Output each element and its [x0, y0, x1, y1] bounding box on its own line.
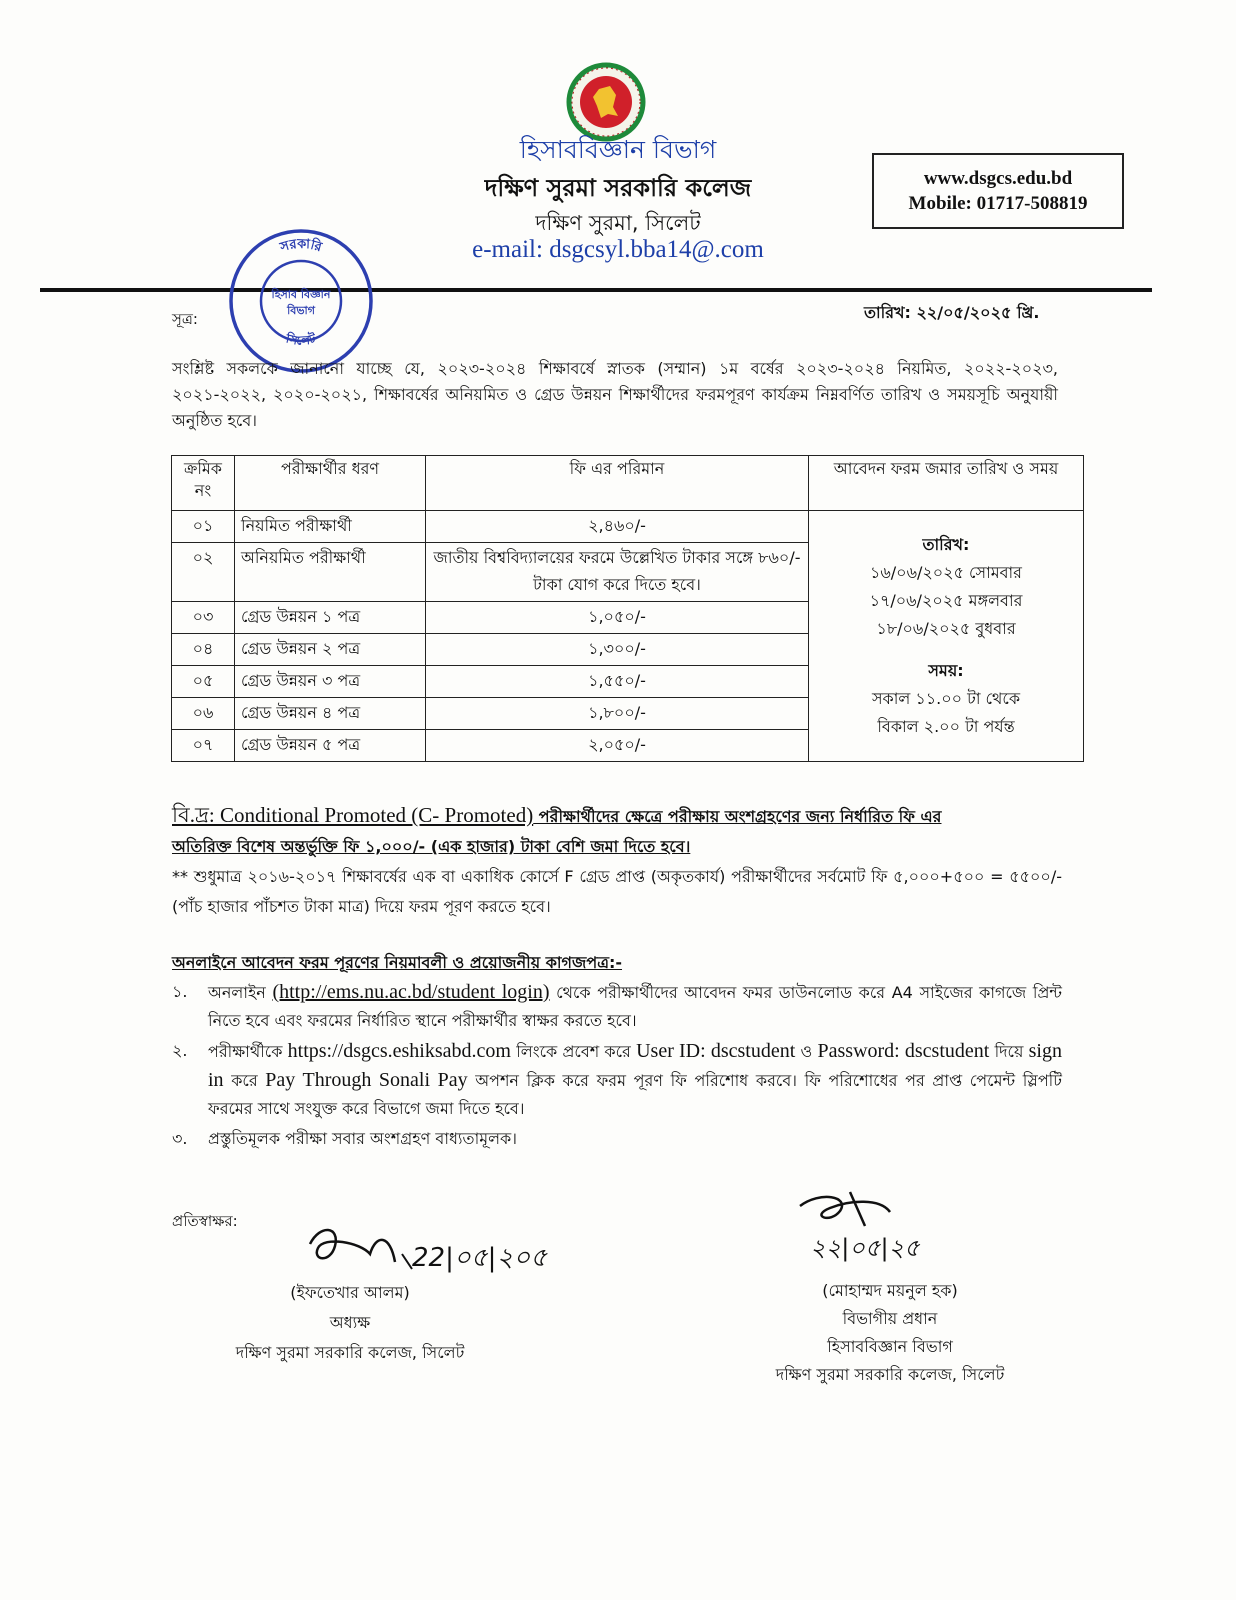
password-text: Password: dscstudent: [817, 1040, 990, 1062]
header-candidate-type: পরীক্ষার্থীর ধরণ: [235, 456, 426, 511]
rule-2-part-c: ও: [795, 1042, 818, 1061]
contact-box: [872, 153, 1124, 229]
head-department: হিসাববিজ্ঞান বিভাগ: [827, 1337, 953, 1356]
nu-download-link[interactable]: (http://ems.nu.ac.bd/student login): [272, 981, 550, 1003]
rule-2-part-d: দিয়ে: [989, 1042, 1029, 1061]
sonali-pay-text: Pay Through Sonali Pay: [265, 1069, 468, 1091]
row-fee: জাতীয় বিশ্ববিদ্যালয়ের ফরমে উল্লেখিত টাকার সঙ্গে ৮৬০/- টাকা যোগ করে দিতে হবে।: [426, 543, 809, 602]
sign-in-text: sign in: [208, 1040, 1062, 1091]
fee-schedule-table: [171, 455, 1084, 762]
list-item: [172, 978, 1062, 1035]
college-email: e-mail: dsgcsyl.bba14@.com: [472, 236, 764, 263]
countersign-label: প্রতিস্বাক্ষর:: [172, 1212, 238, 1230]
schedule-time-label: সময়:: [928, 661, 964, 680]
college-address: দক্ষিণ সুরমা, সিলেট: [535, 211, 701, 235]
schedule-date-1: ১৬/০৬/২০২৫ সোমবার: [870, 563, 1022, 582]
rules-title: অনলাইনে আবেদন ফরম পূরণের নিয়মাবলী ও প্রয়োজনীয় কাগজপত্র:-: [172, 953, 623, 972]
header-submission-date: আবেদন ফরম জমার তারিখ ও সময়: [809, 456, 1084, 511]
head-name: (মোহাম্মদ ময়নুল হক): [822, 1281, 958, 1300]
row-candidate-type: গ্রেড উন্নয়ন ৫ পত্র: [235, 730, 426, 762]
row-serial: ০২: [172, 543, 235, 602]
notice-date: তারিখ: ২২/০৫/২০২৫ খ্রি.: [864, 303, 1040, 322]
mobile-text: Mobile: 01717-508819: [908, 193, 1088, 214]
row-fee: ১,৩০০/-: [426, 634, 809, 666]
cp-note-rest: পরীক্ষার্থীদের ক্ষেত্রে পরীক্ষায় অংশগ্রহণের জন্য নির্ধারিত ফি এর: [533, 807, 942, 826]
seal-bottom-text: সিলেট: [284, 331, 318, 348]
principal-institution: দক্ষিণ সুরমা সরকারি কলেজ, সিলেট: [235, 1343, 465, 1362]
rule-number: ১.: [172, 982, 188, 1001]
seal-inner-text-2: বিভাগ: [287, 304, 315, 317]
header-fee-amount: ফি এর পরিমান: [426, 456, 809, 511]
cp-note-fee: অতিরিক্ত বিশেষ অন্তর্ভুক্তি ফি ১,০০০/- (এক হাজার) টাকা বেশি জমা দিতে হবে।: [172, 837, 691, 856]
college-name: দক্ষিণ সুরমা সরকারি কলেজ: [484, 174, 752, 202]
principal-name: (ইফতেখার আলম): [290, 1283, 410, 1302]
row-candidate-type: গ্রেড উন্নয়ন ৪ পত্র: [235, 698, 426, 730]
schedule-date-label: তারিখ:: [922, 535, 970, 554]
rule-number: ৩.: [172, 1129, 188, 1148]
row-serial: ০১: [172, 511, 235, 543]
row-fee: ২,০৫০/-: [426, 730, 809, 762]
schedule-date-3: ১৮/০৬/২০২৫ বুধবার: [876, 619, 1016, 638]
table-row: [172, 511, 1084, 543]
svg-text:সিলেট: [284, 330, 318, 348]
row-candidate-type: নিয়মিত পরীক্ষার্থী: [235, 511, 426, 543]
row-serial: ০৪: [172, 634, 235, 666]
user-id-text: User ID: dscstudent: [636, 1040, 796, 1062]
rule-text: [208, 978, 1062, 1035]
department-seal-icon: [226, 226, 376, 376]
row-candidate-type: গ্রেড উন্নয়ন ৩ পত্র: [235, 666, 426, 698]
rule-text: প্রস্তুতিমূলক পরীক্ষা সবার অংশগ্রহণ বাধ্যতামূলক।: [208, 1129, 517, 1148]
head-signature-icon: [780, 1186, 980, 1266]
reference-label: সূত্র:: [172, 310, 198, 328]
row-fee: ১,৮০০/-: [426, 698, 809, 730]
rule-2-part-b: লিংকে প্রবেশ করে: [510, 1042, 637, 1061]
rule-2-rest: অপশন ক্লিক করে ফরম পূরণ ফি পরিশোধ করবে। ফি পরিশোধের পর প্রাপ্ত পেমেন্ট স্লিপটি ফরমের সাথে সংযুক্ত করে বিভাগে জমা দিতে হবে।: [208, 1071, 1062, 1118]
svg-text:সরকারি: [278, 236, 325, 256]
intro-paragraph: সংশ্লিষ্ট সকলকে জানানো যাচ্ছে যে, ২০২৩-২০২৪ শিক্ষাবর্ষে স্নাতক (সম্মান) ১ম বর্ষের ২০২৩-২০২৪ নিয়মিত, ২০২২-২০২৩, ২০২১-২০২২, ২০২০-২০২১, শিক্ষাবর্ষের অনিয়মিত ও গ্রেড উন্নয়ন শিক্ষার্থীদের ফরমপূরণ কার্যক্রম নিম্নবর্ণিত তারিখ ও সময়সূচি অনুযায়ী অনুষ্ঠিত হবে।: [172, 359, 1058, 430]
head-role: বিভাগীয় প্রধান: [842, 1309, 938, 1328]
row-candidate-type: গ্রেড উন্নয়ন ১ পত্র: [235, 602, 426, 634]
row-fee: ১,৫৫০/-: [426, 666, 809, 698]
principal-role: অধ্যক্ষ: [329, 1313, 371, 1332]
head-signature-date: ২২|০৫|২৫: [810, 1234, 920, 1262]
seal-inner-text-1: হিসাব বিজ্ঞান: [271, 288, 331, 301]
header-divider: [40, 288, 1152, 292]
schedule-time-from: সকাল ১১.০০ টা থেকে: [871, 689, 1021, 708]
rule-2-part-e: করে: [223, 1071, 266, 1090]
row-fee: ২,৪৬০/-: [426, 511, 809, 543]
schedule-time-to: বিকাল ২.০০ টা পর্যন্ত: [877, 717, 1015, 736]
f-grade-note: ** শুধুমাত্র ২০১৬-২০১৭ শিক্ষাবর্ষের এক বা একাধিক কোর্সে F গ্রেড প্রাপ্ত (অকৃতকার্য) পরীক্ষার্থীদের সর্বমোট ফি ৫,০০০+৫০০ = ৫৫০০/- (পাঁচ হাজার পাঁচশত টাকা মাত্র) দিয়ে ফরম পূরণ করতে হবে।: [172, 867, 1062, 916]
rule-2-lead: পরীক্ষার্থীকে: [208, 1042, 288, 1061]
row-candidate-type: গ্রেড উন্নয়ন ২ পত্র: [235, 634, 426, 666]
row-serial: ০৩: [172, 602, 235, 634]
header-serial-no: ক্রমিক নং: [172, 456, 235, 511]
row-serial: ০৭: [172, 730, 235, 762]
conditional-promoted-note: [172, 800, 1072, 862]
cp-note-lead: বি.দ্র: Conditional Promoted (C- Promoted): [172, 803, 534, 827]
website-text: www.dsgcs.edu.bd: [923, 168, 1073, 189]
principal-signature-date: 22|০৫|২০৫: [412, 1243, 548, 1273]
list-item: [172, 1125, 1062, 1153]
rules-list: [172, 978, 1062, 1155]
principal-signature-icon: [300, 1214, 590, 1284]
table-header-row: [172, 456, 1084, 511]
row-fee: ১,০৫০/-: [426, 602, 809, 634]
rule-text: [208, 1037, 1062, 1123]
row-serial: ০৫: [172, 666, 235, 698]
row-candidate-type: অনিয়মিত পরীক্ষার্থী: [235, 543, 426, 602]
rule-1-rest: থেকে পরীক্ষার্থীদের আবেদন ফমর ডাউনলোড করে A4 সাইজের কাগজে প্রিন্ট নিতে হবে এবং ফরমের নির্ধারিত স্থানে পরীক্ষার্থীর স্বাক্ষর করতে হবে।: [208, 983, 1062, 1030]
row-serial: ০৬: [172, 698, 235, 730]
payment-portal-link[interactable]: https://dsgcs.eshiksabd.com: [287, 1040, 511, 1062]
list-item: [172, 1037, 1062, 1123]
submission-schedule-cell: [809, 511, 1084, 762]
rule-number: ২.: [172, 1041, 188, 1060]
rule-1-lead: অনলাইন: [208, 983, 273, 1002]
schedule-date-2: ১৭/০৬/২০২৫ মঙ্গলবার: [869, 591, 1023, 610]
seal-top-text: সরকারি: [278, 236, 324, 256]
head-institution: দক্ষিণ সুরমা সরকারি কলেজ, সিলেট: [775, 1365, 1005, 1384]
department-name: হিসাববিজ্ঞান বিভাগ: [519, 135, 717, 164]
